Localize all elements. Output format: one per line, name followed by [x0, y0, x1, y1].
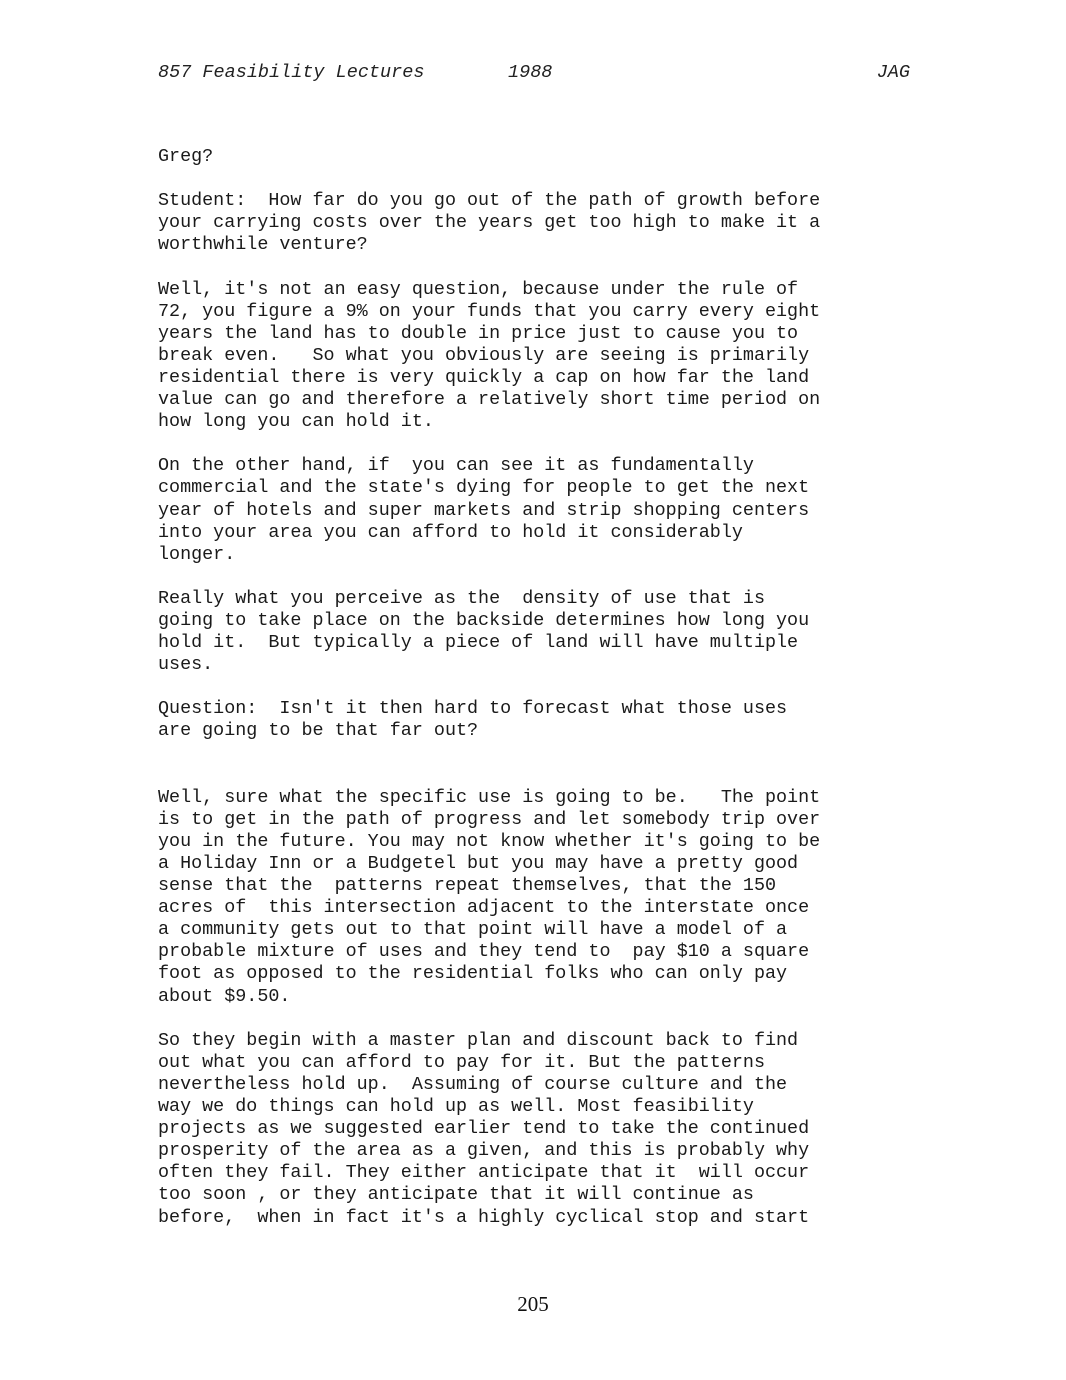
paragraph: [158, 698, 928, 742]
text-line: Well, it's not an easy question, because under the rule of: [158, 278, 799, 300]
text-line: prosperity of the area as a given, and this is probably why: [158, 1140, 810, 1162]
paragraph: [158, 146, 928, 168]
text-line: is to get in the path of progress and let somebody trip over: [158, 808, 821, 830]
header-initials: JAG: [876, 62, 910, 83]
text-line: commercial and the state's dying for people to get the next: [158, 477, 810, 499]
text-line: hold it. But typically a piece of land will have multiple: [158, 632, 799, 654]
text-line: acres of this intersection adjacent to the interstate once: [158, 897, 810, 919]
text-line: So they begin with a master plan and discount back to find: [158, 1029, 799, 1051]
text-line: Question: Isn't it then hard to forecast what those uses: [158, 698, 788, 720]
text-line: a Holiday Inn or a Budgetel but you may have a pretty good: [158, 853, 799, 874]
text-line: residential there is very quickly a cap on how far the land: [158, 366, 810, 388]
text-line: nevertheless hold up. Assuming of course culture and the: [158, 1073, 788, 1095]
text-line: about $9.50.: [158, 985, 291, 1007]
text-line: 72, you figure a 9% on your funds that you carry every eight: [158, 300, 821, 322]
page-number: 205: [517, 1292, 549, 1316]
text-line: years the land has to double in price just to cause you to: [158, 322, 799, 344]
paragraph: [158, 190, 928, 256]
text-line: Student: How far do you go out of the path of growth before: [158, 190, 821, 212]
text-line: often they fail. They either anticipate that it will occur: [158, 1162, 810, 1184]
text-line: too soon , or they anticipate that it will continue as: [158, 1184, 754, 1206]
text-line: Really what you perceive as the density of use that is: [158, 587, 765, 609]
text-line: longer.: [158, 543, 236, 565]
text-line: how long you can hold it.: [158, 411, 434, 433]
text-line: your carrying costs over the years get too high to make it a: [158, 212, 821, 234]
text-line: worthwhile venture?: [158, 234, 368, 256]
paragraph: [158, 279, 928, 434]
text-line: out what you can afford to pay for it. But the patterns: [158, 1051, 765, 1073]
paragraph: [158, 1030, 928, 1229]
paragraph: [158, 787, 928, 1008]
text-line: probable mixture of uses and they tend to pay $10 a square: [158, 941, 810, 963]
text-line: value can go and therefore a relatively short time period on: [158, 389, 821, 411]
text-line: way we do things can hold up as well. Most feasibility: [158, 1096, 754, 1118]
text-line: a community gets out to that point will have a model of a: [158, 919, 788, 941]
text-line: projects as we suggested earlier tend to take the continued: [158, 1118, 810, 1140]
text-line: going to take place on the backside determines how long you: [158, 609, 810, 631]
text-line: uses.: [158, 654, 214, 676]
text-line: into your area you can afford to hold it considerably: [158, 521, 743, 543]
text-line: Greg?: [158, 146, 214, 167]
text-line: foot as opposed to the residential folks who can only pay: [158, 963, 788, 985]
text-line: sense that the patterns repeat themselves, that the 150: [158, 875, 777, 897]
header-title: 857 Feasibility Lectures: [158, 62, 425, 83]
text-line: are going to be that far out?: [158, 720, 479, 742]
text-line: break even. So what you obviously are seeing is primarily: [158, 344, 810, 366]
text-line: Well, sure what the specific use is going to be. The point: [158, 786, 821, 808]
text-line: you in the future. You may not know whether it's going to be: [158, 830, 821, 852]
paragraph: [158, 588, 928, 676]
paragraph: [158, 455, 928, 565]
text-line: year of hotels and super markets and strip shopping centers: [158, 499, 810, 521]
text-line: On the other hand, if you can see it as fundamentally: [158, 455, 754, 477]
header-year: 1988: [508, 62, 553, 83]
body-text: [158, 146, 928, 1251]
text-line: before, when in fact it's a highly cyclical stop and start: [158, 1206, 810, 1228]
